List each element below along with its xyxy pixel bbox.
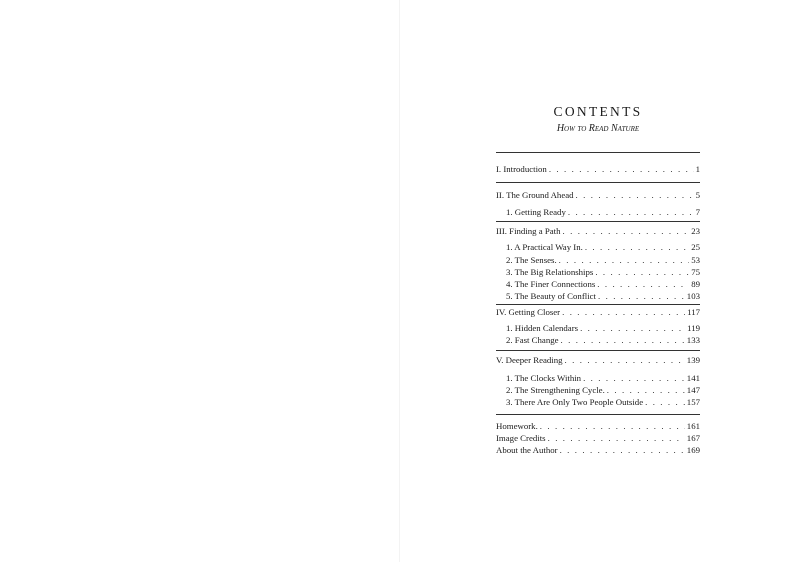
toc-entry-label: 1. The Clocks Within [506, 373, 582, 383]
dot-leader [595, 266, 689, 278]
toc-entry-page: 133 [686, 335, 700, 345]
toc-entry-label: 1. A Practical Way In. [506, 242, 583, 252]
toc-entry-big-relationships[interactable] [506, 266, 700, 278]
toc-entry-page: 5 [695, 190, 700, 200]
toc-entry-ground-ahead[interactable] [496, 189, 700, 201]
page-title: CONTENTS [553, 104, 643, 119]
dot-leader [645, 396, 685, 408]
toc-entry-label: II. The Ground Ahead [496, 190, 574, 200]
dot-leader [562, 306, 685, 318]
toc-entry-label: I. Introduction [496, 164, 547, 174]
toc-entry-getting-ready[interactable] [506, 206, 700, 218]
toc-entry-page: 53 [691, 255, 700, 265]
toc-entry-beauty-conflict[interactable] [506, 290, 700, 302]
toc-entry-introduction[interactable] [496, 163, 700, 175]
divider [496, 350, 700, 351]
toc-entry-page: 119 [687, 323, 700, 333]
dot-leader [598, 290, 685, 302]
toc-entry-label: Homework. [496, 421, 538, 431]
toc-entry-label: Image Credits [496, 433, 546, 443]
dot-leader [583, 372, 685, 384]
dot-leader [597, 278, 689, 290]
divider [496, 414, 700, 415]
toc-entry-page: 169 [686, 445, 700, 455]
dot-leader [585, 241, 689, 253]
toc-entry-about-author[interactable] [496, 444, 700, 456]
toc-entry-clocks-within[interactable] [506, 372, 700, 384]
dot-leader [561, 334, 685, 346]
toc-entry-label: 1. Getting Ready [506, 207, 566, 217]
toc-entry-page: 103 [686, 291, 700, 301]
toc-entry-label: IV. Getting Closer [496, 307, 561, 317]
dot-leader [607, 384, 685, 396]
toc-entry-finding-path[interactable] [496, 225, 700, 237]
toc-entry-label: 2. Fast Change [506, 335, 559, 345]
dot-leader [563, 225, 690, 237]
dot-leader [580, 322, 685, 334]
toc-entry-label: 1. Hidden Calendars [506, 323, 579, 333]
toc-entry-practical-way[interactable] [506, 241, 700, 253]
toc-entry-hidden-calendars[interactable] [506, 322, 700, 334]
toc-entry-page: 7 [695, 207, 700, 217]
toc-entry-finer-connections[interactable] [506, 278, 700, 290]
toc-entry-page: 25 [691, 242, 700, 252]
toc-entry-label: 2. The Strengthening Cycle. [506, 385, 605, 395]
toc-entry-label: About the Author [496, 445, 558, 455]
toc-entry-page: 141 [686, 373, 700, 383]
toc-entry-label: 3. There Are Only Two People Outside [506, 397, 644, 407]
divider [496, 304, 700, 305]
toc-entry-label: III. Finding a Path [496, 226, 561, 236]
toc-entry-page: 75 [691, 267, 700, 277]
toc-entry-deeper-reading[interactable] [496, 354, 700, 366]
toc-entry-page: 167 [686, 433, 700, 443]
dot-leader [548, 432, 685, 444]
toc-entry-page: 161 [686, 421, 700, 431]
dot-leader [560, 444, 685, 456]
book-gutter [399, 0, 400, 562]
toc-entry-label: 2. The Senses. [506, 255, 557, 265]
toc-entry-label: V. Deeper Reading [496, 355, 563, 365]
dot-leader [565, 354, 685, 366]
toc-entry-strengthening-cycle[interactable] [506, 384, 700, 396]
toc-entry-page: 1 [695, 164, 700, 174]
toc-entry-page: 139 [686, 355, 700, 365]
toc-entry-two-people[interactable] [506, 396, 700, 408]
dot-leader [568, 206, 694, 218]
dot-leader [559, 254, 690, 266]
divider [496, 152, 700, 153]
toc-entry-homework[interactable] [496, 420, 700, 432]
toc-entry-page: 117 [687, 307, 700, 317]
toc-entry-label: 4. The Finer Connections [506, 279, 596, 289]
dot-leader [549, 163, 694, 175]
toc-entry-image-credits[interactable] [496, 432, 700, 444]
toc-entry-getting-closer[interactable] [496, 306, 700, 318]
toc-entry-label: 5. The Beauty of Conflict [506, 291, 596, 301]
toc-entry-fast-change[interactable] [506, 334, 700, 346]
dot-leader [576, 189, 694, 201]
dot-leader [540, 420, 685, 432]
toc-entry-senses[interactable] [506, 254, 700, 266]
toc-entry-label: 3. The Big Relationships [506, 267, 594, 277]
toc-entry-page: 89 [691, 279, 700, 289]
toc-entry-page: 147 [686, 385, 700, 395]
toc-entry-page: 157 [686, 397, 700, 407]
divider [496, 182, 700, 183]
divider [496, 221, 700, 222]
toc-entry-page: 23 [691, 226, 700, 236]
book-subtitle: How to Read Nature [556, 123, 640, 134]
